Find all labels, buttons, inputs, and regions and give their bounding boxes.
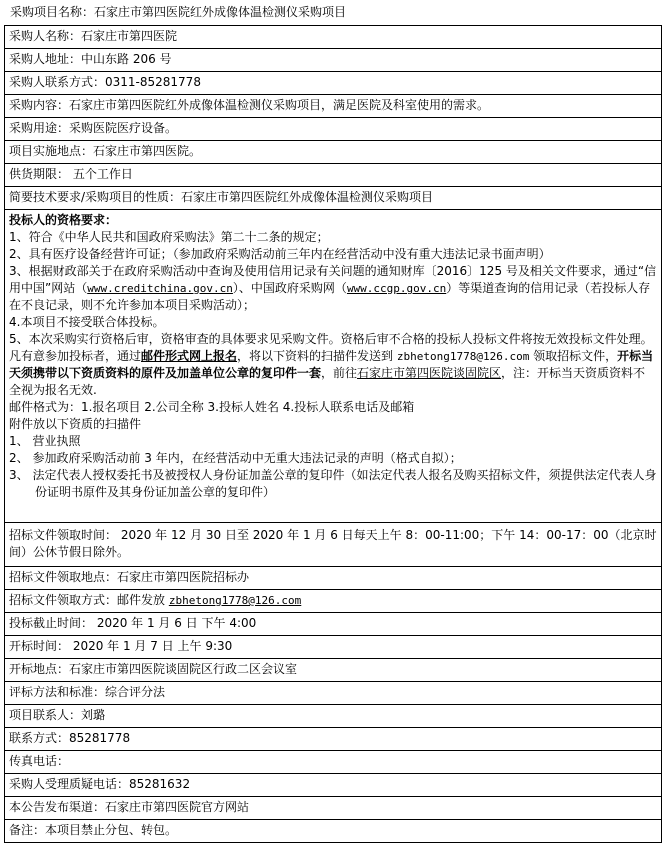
project-contact-person: 项目联系人：刘璐 <box>4 705 662 728</box>
purchase-content: 采购内容：石家庄市第四医院红外成像体温检测仪采购项目，满足医院及科室使用的需求。 <box>4 95 662 118</box>
bidder-qualification <box>4 210 662 523</box>
technical-requirements: 简要技术要求/采购项目的性质：石家庄市第四医院红外成像体温检测仪采购项目 <box>4 187 662 210</box>
qualification-item-4: 4.本项目不接受联合体投标。 <box>9 315 165 329</box>
contact-phone: 联系方式：85281778 <box>4 728 662 751</box>
ccgp-link[interactable]: www.ccgp.gov.cn <box>346 282 447 295</box>
qualification-item-3: 3、根据财政部关于在政府采购活动中查询及使用信用记录有关问题的通知财库〔2016〕125 号及相关文件要求，通过“信用中国”网站（www.creditchina.gov.cn）、中国政府采购网（www.ccgp.gov.cn）等渠道查询的信用记录（若投标人存在不良记录，则不允许参加本项目采购活动）； <box>9 264 657 312</box>
pickup-email[interactable]: zbhetong1778@126.com <box>168 594 302 607</box>
publish-channel: 本公告发布渠道：石家庄市第四医院官方网站 <box>4 797 662 820</box>
fax-number: 传真电话： <box>4 751 662 774</box>
attachment-item-2: 2、 参加政府采购活动前 3 年内，在经营活动中无重大违法记录的声明（格式自拟）； <box>9 451 462 465</box>
registration-instructions: 凡有意参加投标者，通过邮件形式网上报名，将以下资料的扫描件发送到 zbhetong1778@126.com 领取招标文件，开标当天须携带以下资质资料的原件及加盖单位公章的复印件一套，前往石家庄市第四医院谈固院区，注：开标当天资质资料不全视为报名无效. <box>9 349 654 397</box>
delivery-period: 供货期限： 五个工作日 <box>4 164 662 187</box>
purchaser-name: 采购人名称：石家庄市第四医院 <box>4 26 662 49</box>
creditchina-link[interactable]: www.creditchina.gov.cn <box>87 282 233 295</box>
qualification-item-5: 5、本次采购实行资格后审，资格审查的具体要求见采购文件。资格后审不合格的投标人投标文件将按无效投标文件处理。 <box>9 332 653 346</box>
remark: 备注：本项目禁止分包、转包。 <box>4 820 662 843</box>
evaluation-method: 评标方法和标准：综合评分法 <box>4 682 662 705</box>
bid-document-pickup-time: 招标文件领取时间： 2020 年 12 月 30 日至 2020 年 1 月 6 日每天上午 8：00-11:00；下午 14：00-17：00（北京时间）公休节假日除外。 <box>4 523 662 567</box>
attachment-heading: 附件放以下资质的扫描件 <box>9 417 142 431</box>
project-name: 采购项目名称：石家庄市第四医院红外成像体温检测仪采购项目 <box>10 5 347 19</box>
announcement-table <box>4 25 662 843</box>
bid-deadline: 投标截止时间： 2020 年 1 月 6 日 下午 4:00 <box>4 613 662 636</box>
attachment-item-1: 1、 营业执照 <box>9 434 81 448</box>
bid-opening-time: 开标时间： 2020 年 1 月 7 日 上午 9:30 <box>4 636 662 659</box>
bid-document-pickup-method: 招标文件领取方式：邮件发放 zbhetong1778@126.com <box>4 590 662 613</box>
complaint-phone: 采购人受理质疑电话：85281632 <box>4 774 662 797</box>
implementation-site: 项目实施地点：石家庄市第四医院。 <box>4 141 662 164</box>
qualification-heading: 投标人的资格要求： <box>9 213 118 227</box>
qualification-item-1: 1、符合《中华人民共和国政府采购法》第二十二条的规定； <box>9 230 329 244</box>
purchase-purpose: 采购用途：采购医院医疗设备。 <box>4 118 662 141</box>
bid-opening-place: 开标地点：石家庄市第四医院谈固院区行政二区会议室 <box>4 659 662 682</box>
mail-format: 邮件格式为：1.报名项目 2.公司全称 3.投标人姓名 4.投标人联系电话及邮箱 <box>9 400 415 414</box>
qualification-item-2: 2、具有医疗设备经营许可证；（参加政府采购活动前三年内在经营活动中没有重大违法记录书面声明） <box>9 247 551 261</box>
bid-document-pickup-place: 招标文件领取地点：石家庄市第四医院招标办 <box>4 567 662 590</box>
attachment-item-3: 3、 法定代表人授权委托书及被授权人身份证加盖公章的复印件（如法定代表人报名及购买招标文件，须提供法定代表人身份证明书原件及其身份证加盖公章的复印件） <box>9 468 657 499</box>
purchaser-contact: 采购人联系方式：0311-85281778 <box>4 72 662 95</box>
purchaser-address: 采购人地址：中山东路 206 号 <box>4 49 662 72</box>
registration-email[interactable]: zbhetong1778@126.com <box>396 350 530 363</box>
